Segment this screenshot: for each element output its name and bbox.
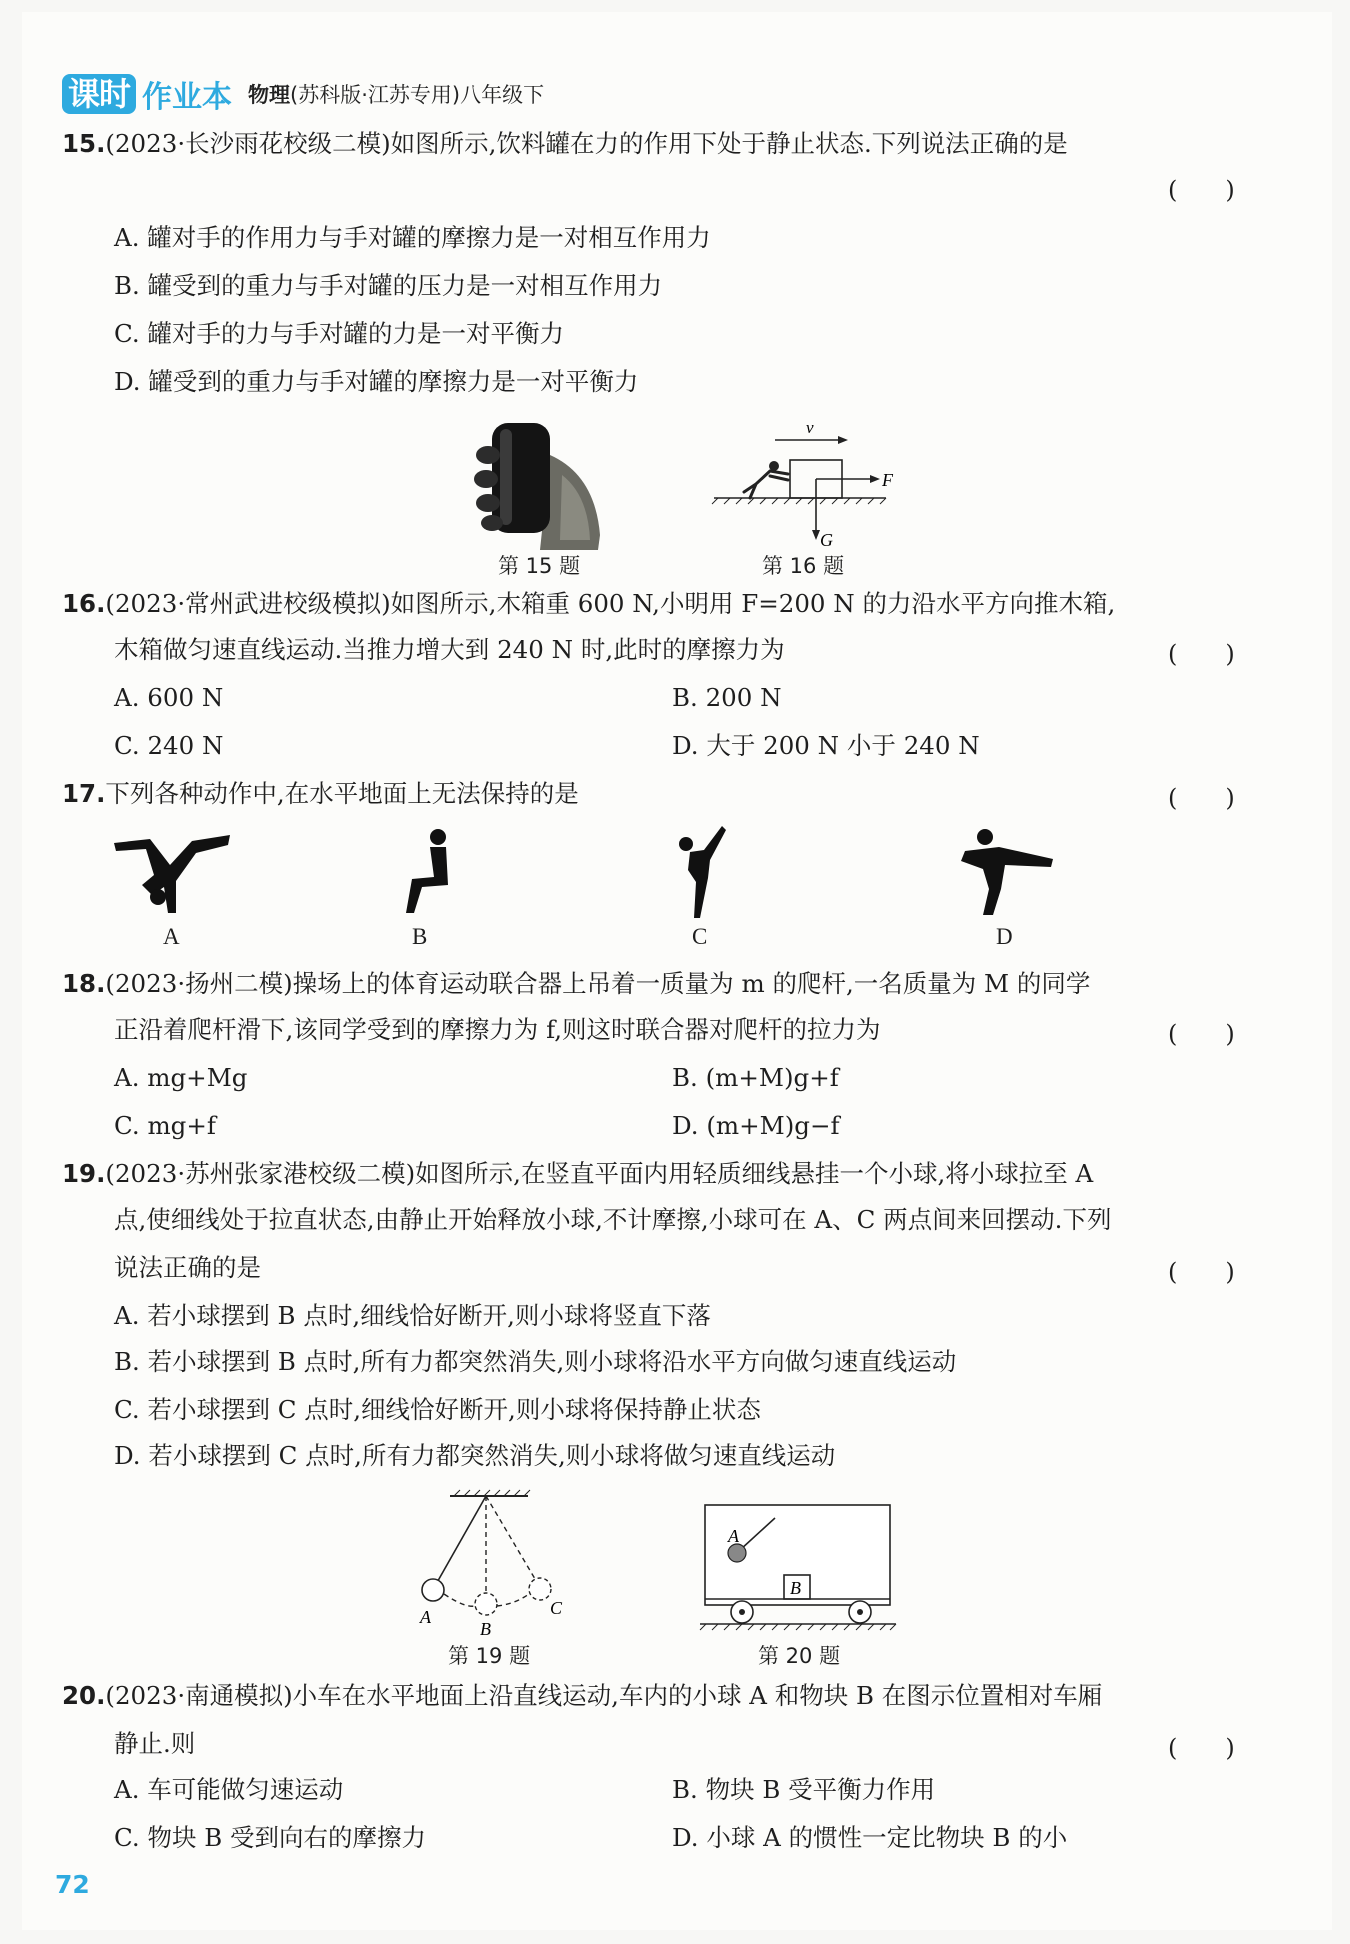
q15-answer-paren: ( ) (1168, 176, 1235, 204)
q16-option-c: C. 240 N (114, 731, 224, 760)
label-F: F (882, 470, 893, 490)
subject-line: 物理(苏科版·江苏专用)八年级下 (248, 83, 545, 107)
q16-stem-line1: 16.(2023·常州武进校级模拟)如图所示,木箱重 600 N,小明用 F=200 N 的力沿水平方向推木箱, (62, 589, 1116, 618)
q20-option-d: D. 小球 A 的惯性一定比物块 B 的小 (672, 1823, 1068, 1852)
q18-option-a: A. mg+Mg (114, 1063, 248, 1092)
q15-option-c: C. 罐对手的力与手对罐的力是一对平衡力 (114, 319, 564, 348)
label-B: B (790, 1578, 801, 1598)
q20-answer-paren: ( ) (1168, 1734, 1235, 1762)
q17-label-c: C (692, 924, 708, 949)
page-number: 72 (55, 1870, 90, 1899)
q18-stem-line2: 正沿着爬杆滑下,该同学受到的摩擦力为 f,则这时联合器对爬杆的拉力为 (114, 1015, 881, 1044)
label-v: v (806, 418, 814, 437)
figure-19-pendulum (410, 1490, 580, 1640)
q16-option-b: B. 200 N (672, 683, 782, 712)
q17-answer-paren: ( ) (1168, 784, 1235, 812)
q19-option-c: C. 若小球摆到 C 点时,细线恰好断开,则小球将保持静止状态 (114, 1395, 761, 1424)
q19-option-d: D. 若小球摆到 C 点时,所有力都突然消失,则小球将做匀速直线运动 (114, 1441, 836, 1470)
figure-20-cart (700, 1500, 900, 1640)
q15-option-d: D. 罐受到的重力与手对罐的摩擦力是一对平衡力 (114, 367, 639, 396)
q19-option-b: B. 若小球摆到 B 点时,所有力都突然消失,则小球将沿水平方向做匀速直线运动 (114, 1347, 957, 1376)
q15-stem: 15.(2023·长沙雨花校级二模)如图所示,饮料罐在力的作用下处于静止状态.下列说法正确的是 (62, 129, 1068, 158)
page-header (62, 74, 544, 114)
figure-15-can-in-hand (470, 415, 610, 550)
q17-label-d: D (996, 924, 1013, 949)
q16-option-a: A. 600 N (114, 683, 224, 712)
q18-option-d: D. (m+M)g−f (672, 1111, 840, 1140)
q17-label-a: A (163, 924, 180, 949)
q20-option-c: C. 物块 B 受到向右的摩擦力 (114, 1823, 427, 1852)
q19-stem-line1: 19.(2023·苏州张家港校级二模)如图所示,在竖直平面内用轻质细线悬挂一个小球,将小球拉至 A (62, 1159, 1094, 1188)
q19-stem-line3: 说法正确的是 (114, 1253, 261, 1282)
q16-stem-line2: 木箱做匀速直线运动.当推力增大到 240 N 时,此时的摩擦力为 (114, 635, 785, 664)
q20-stem-line2: 静止.则 (114, 1729, 196, 1758)
label-G: G (820, 530, 833, 550)
logo-zuoyeben: 作业本 (142, 80, 233, 115)
caption-19: 第 19 题 (448, 1644, 531, 1668)
label-C: C (550, 1598, 563, 1618)
q16-answer-paren: ( ) (1168, 640, 1235, 668)
q18-option-b: B. (m+M)g+f (672, 1063, 839, 1092)
label-A: A (420, 1607, 431, 1627)
q18-answer-paren: ( ) (1168, 1020, 1235, 1048)
q19-answer-paren: ( ) (1168, 1258, 1235, 1286)
caption-16: 第 16 题 (762, 554, 845, 578)
label-A: A (728, 1526, 739, 1546)
figure-17b-pose (390, 825, 460, 920)
q18-option-c: C. mg+f (114, 1111, 216, 1140)
figure-17c-pose (668, 822, 728, 922)
figure-17a-pose (112, 825, 232, 917)
q15-option-a: A. 罐对手的作用力与手对罐的摩擦力是一对相互作用力 (114, 223, 711, 252)
q18-stem-line1: 18.(2023·扬州二模)操场上的体育运动联合器上吊着一质量为 m 的爬杆,一名质量为 M 的同学 (62, 969, 1091, 998)
q15-option-b: B. 罐受到的重力与手对罐的压力是一对相互作用力 (114, 271, 663, 300)
caption-15: 第 15 题 (498, 554, 581, 578)
figure-17d-pose (955, 825, 1055, 920)
q19-stem-line2: 点,使细线处于拉直状态,由静止开始释放小球,不计摩擦,小球可在 A、C 两点间来回摆动.下列 (114, 1205, 1112, 1234)
q19-option-a: A. 若小球摆到 B 点时,细线恰好断开,则小球将竖直下落 (114, 1301, 711, 1330)
caption-20: 第 20 题 (758, 1644, 841, 1668)
q20-option-b: B. 物块 B 受平衡力作用 (672, 1775, 936, 1804)
q20-option-a: A. 车可能做匀速运动 (114, 1775, 344, 1804)
q17-label-b: B (412, 924, 428, 949)
logo-keshi: 课时 (62, 74, 136, 114)
label-B: B (480, 1619, 491, 1639)
q20-stem-line1: 20.(2023·南通模拟)小车在水平地面上沿直线运动,车内的小球 A 和物块 B 在图示位置相对车厢 (62, 1681, 1103, 1710)
figure-16-push-box (710, 418, 900, 550)
q17-stem: 17.下列各种动作中,在水平地面上无法保持的是 (62, 779, 579, 808)
q16-option-d: D. 大于 200 N 小于 240 N (672, 731, 980, 760)
